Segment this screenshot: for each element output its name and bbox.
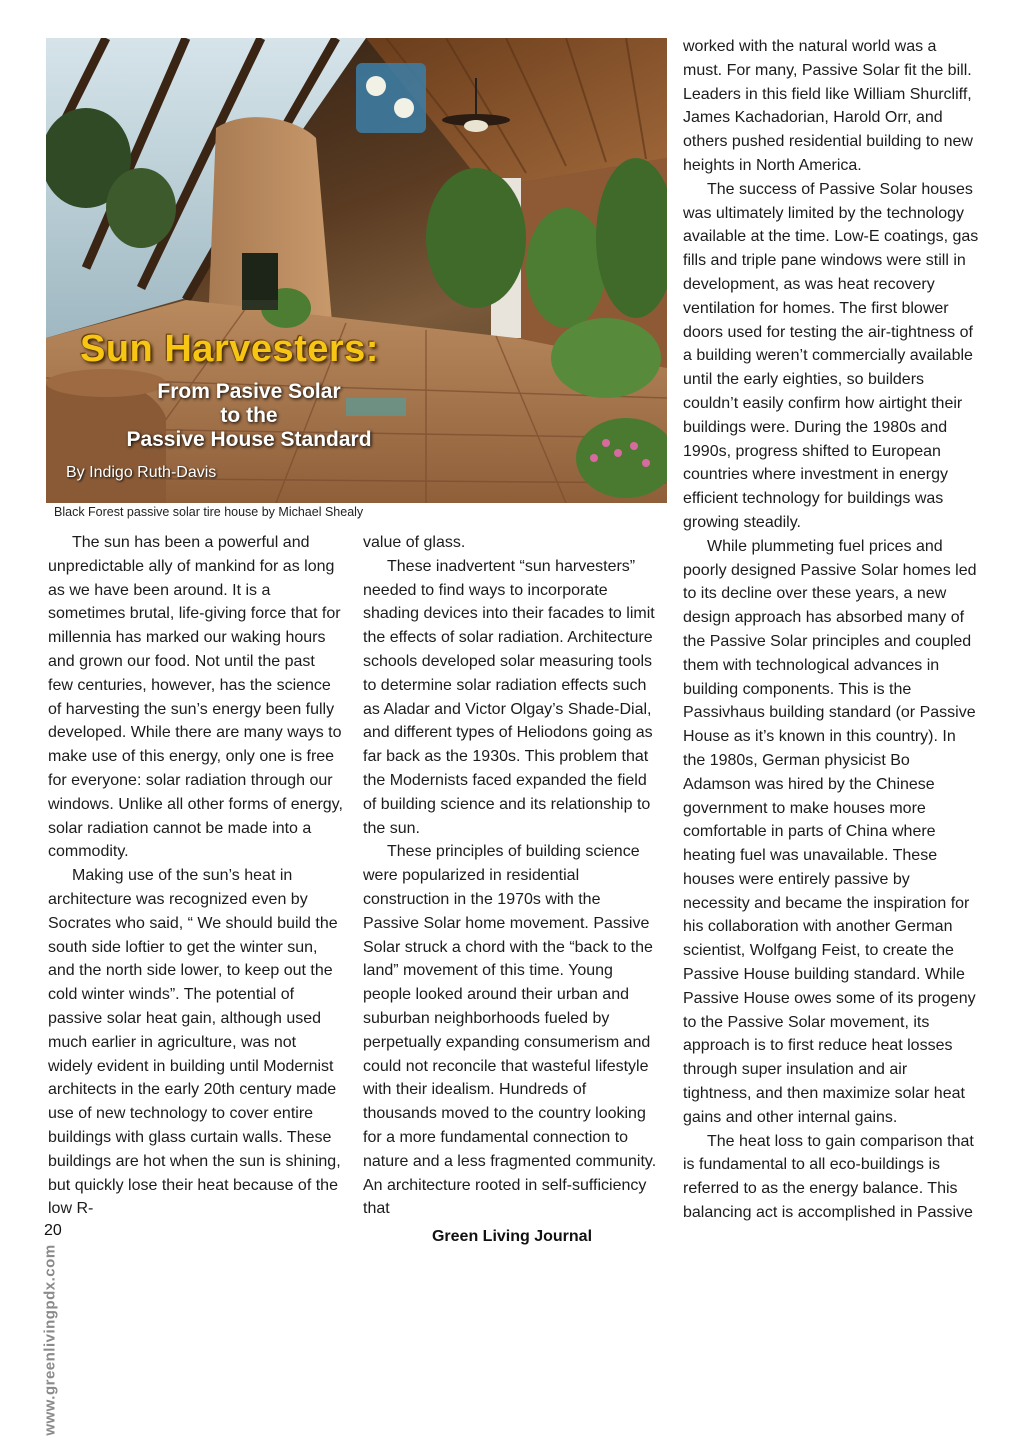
article-title: Sun Harvesters: — [80, 328, 379, 370]
paragraph: worked with the natural world was a must. For many, Passive Solar fit the bill. Leaders in this field like William Shurcliff, James Kachadorian, Harold Orr, and others pushed residential building to new heights in North America. — [683, 38, 973, 174]
byline: By Indigo Ruth-Davis — [66, 464, 217, 481]
photo-caption: Black Forest passive solar tire house by Michael Shealy — [54, 505, 364, 519]
paragraph: These principles of building science were popularized in residential construction in the 1970s with the Passive Solar home movement. Passive Solar struck a chord with the “back to the land” movement of this time. Young people looked around their urban and suburban neighborhoods fueled by perpetually expanding consumerism and could not reconcile that wasteful lifestyle with their idealism. Hundreds of thousands moved to the country looking for a more fundamental connection to nature and a less fragmented community. An architecture rooted in self-sufficiency that — [363, 843, 657, 1218]
subtitle-line: From Pasive Solar — [157, 380, 341, 403]
text-column-1 — [48, 531, 344, 1221]
side-url[interactable]: www.greenlivingpdx.com — [41, 1244, 59, 1436]
subtitle-line: Passive House Standard — [126, 428, 372, 451]
page-number: 20 — [44, 1222, 62, 1239]
paragraph: The success of Passive Solar houses was ultimately limited by the technology available at the time. Low-E coatings, gas fills and triple pane windows were still in development, as was heat recovery ventilation for homes. The first blower doors used for testing the air-tightness of a building weren’t commercially available until the early eighties, so builders couldn’t easily confirm how airtight their buildings were. During the 1980s and 1990s, progress shifted to European countries where investment in energy efficient technology for buildings was growing steadily. — [683, 180, 979, 531]
article-subtitle — [104, 380, 394, 452]
text-column-3 — [683, 35, 979, 1225]
paragraph: While plummeting fuel prices and poorly designed Passive Solar homes led to its decline over these years, a new design approach has absorbed many of the Passive Solar principles and coupled them with technological advances in building components. This is the Passivhaus building standard (or Passive House as it’s known in this country). In the 1980s, German physicist Bo Adamson was hired by the Chinese government to make houses more comfortable in parts of China where heating fuel was unavailable. These houses were entirely passive by necessity and became the inspiration for his collaboration with another German scientist, Wolfgang Feist, to create the Passive House building standard. While Passive House owes some of its progeny to the Passive Solar movement, its approach is to first reduce heat losses through super insulation and air tightness, and then maximize solar heat gains and other internal gains. — [683, 537, 977, 1126]
text-column-2 — [363, 531, 659, 1221]
paragraph: value of glass. — [363, 534, 466, 551]
paragraph: Making use of the sun’s heat in architecture was recognized even by Socrates who said, “ We should build the south side loftier to get the winter sun, and the north side lower, to keep out the cold winter winds”. The potential of passive solar heat gain, although used much earlier in agriculture, was not widely evident in building until Modernist architects in the early 20th century made use of new technology to cover entire buildings with glass curtain walls. These buildings are hot when the sun is shining, but quickly lose their heat because of the low R- — [48, 867, 341, 1218]
publication-name: Green Living Journal — [431, 1228, 593, 1245]
paragraph: The heat loss to gain comparison that is fundamental to all eco-buildings is referred to as the energy balance. This balancing act is accomplished in Passive — [683, 1132, 974, 1222]
paragraph: The sun has been a powerful and unpredictable ally of mankind for as long as we have been around. It is a sometimes brutal, life-giving force that for millennia has marked our waking hours and grown our food. Not until the past few centuries, however, has the science of harvesting the sun’s energy been fully developed. While there are many ways to make use of this energy, only one is free for everyone: solar radiation through our windows. Unlike all other forms of energy, solar radiation cannot be made into a commodity. — [48, 534, 343, 861]
hero-photo — [46, 38, 667, 503]
subtitle-line: to the — [220, 404, 278, 427]
paragraph: These inadvertent “sun harvesters” needed to find ways to incorporate shading devices into their facades to limit the effects of solar radiation. Architecture schools developed solar measuring tools to determine solar radiation effects such as Aladar and Victor Olgay’s Shade-Dial, and different types of Heliodons going as far back as the 1930s. This problem that the Modernists faced expanded the field of building science and its relationship to the sun. — [363, 557, 655, 837]
